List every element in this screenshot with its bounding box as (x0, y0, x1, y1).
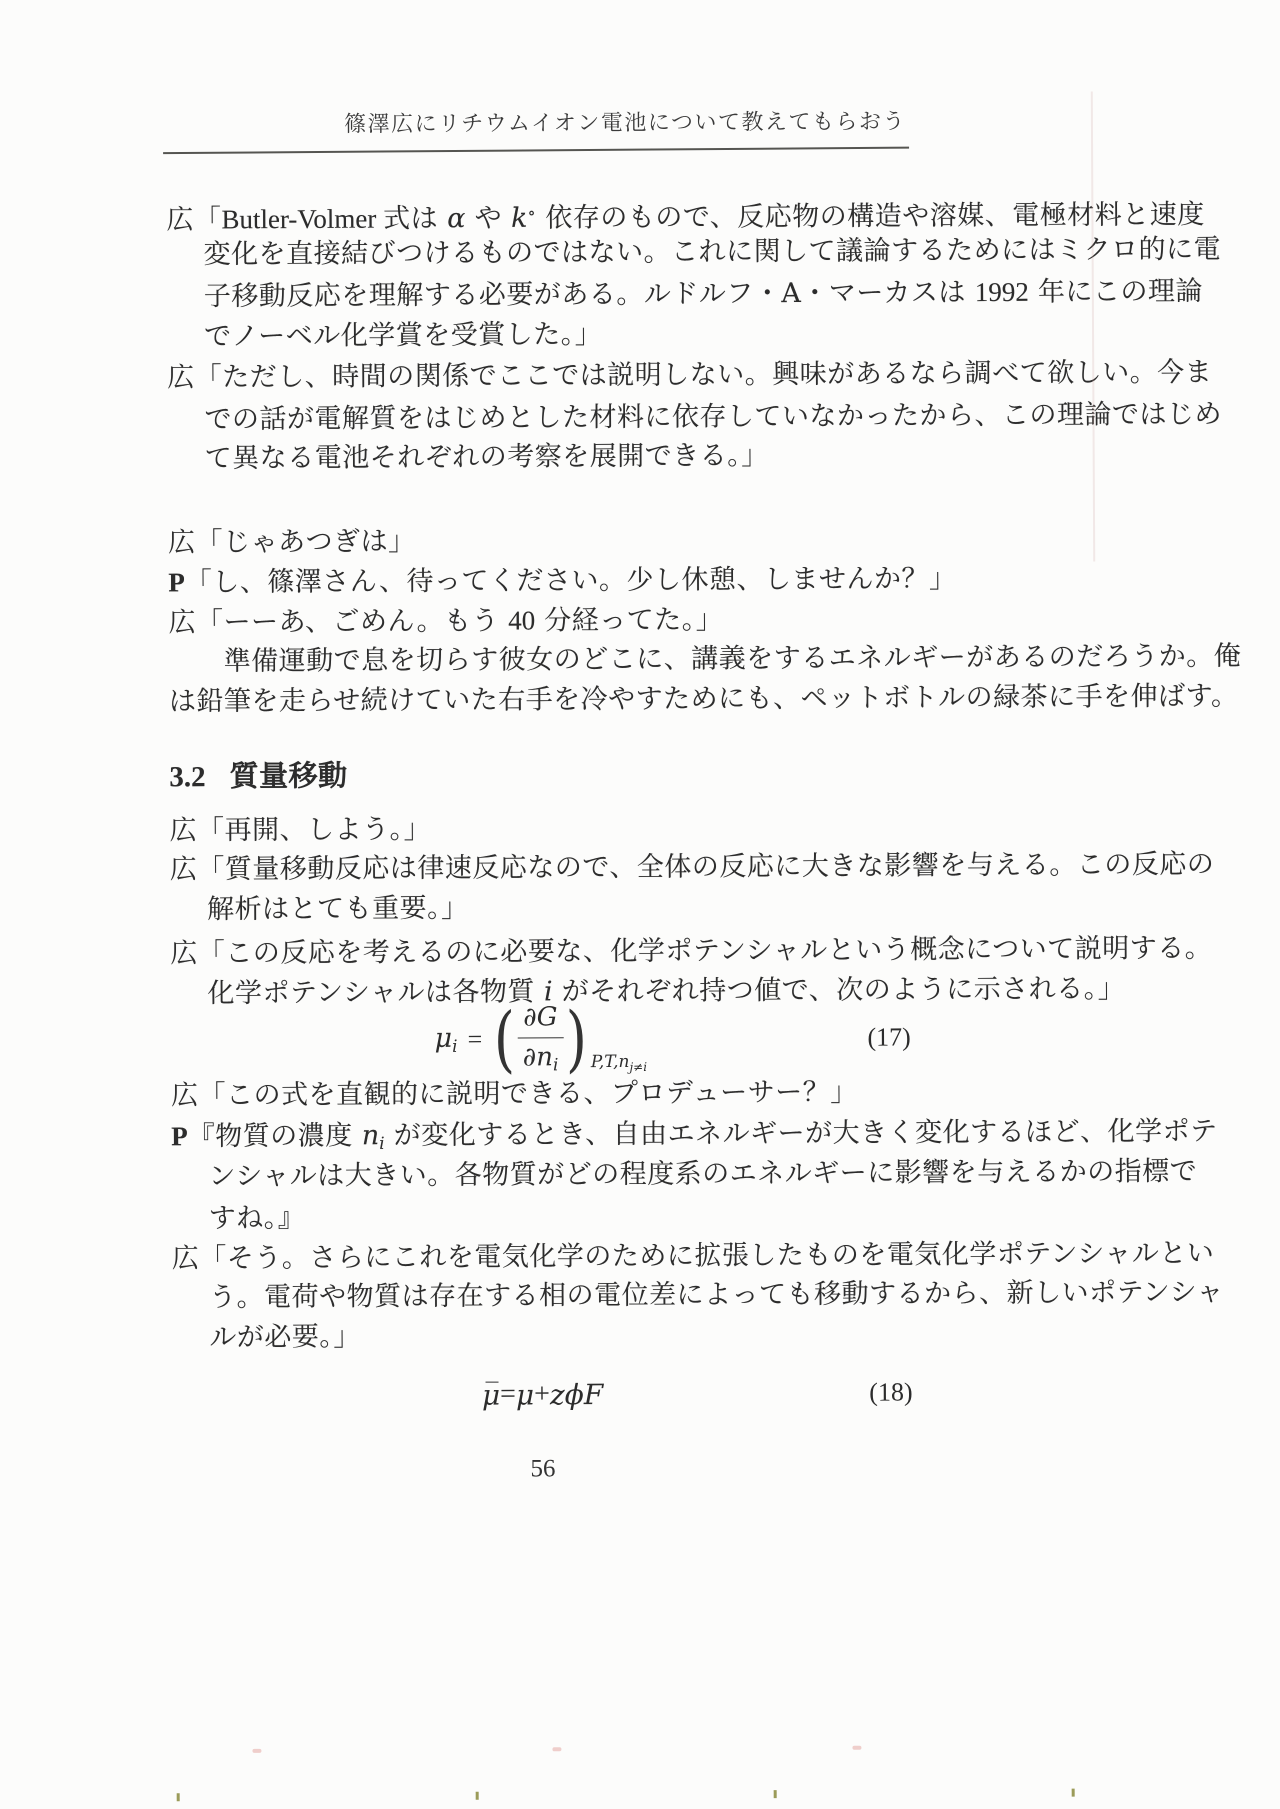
dialogue-line: 広「質量移動反応は律速反応なので、全体の反応に大きな影響を与える。この反応の (169, 848, 1215, 886)
fraction-denominator: ∂ni (518, 1038, 564, 1076)
header-rule (163, 147, 909, 154)
scan-artifact (774, 1790, 777, 1798)
scan-artifact (852, 1746, 861, 1750)
dialogue-line: P『物質の濃度 ni が変化するとき、自由エネルギーが大きく変化するほど、化学ポテ (171, 1115, 1218, 1153)
dialogue-line: う。電荷や物質は存在する相の電位差によっても移動するから、新しいポテンシャ (208, 1276, 1225, 1314)
narration-line: は鉛筆を走らせ続けていた右手を冷やすためにも、ペットボトルの緑茶に手を伸ばす。 (168, 680, 1239, 718)
section-heading: 3.2 質量移動 (169, 758, 348, 794)
dialogue-line: 広「じゃあつぎは」 (168, 526, 416, 559)
equals-sign: = (467, 1024, 483, 1054)
dialogue-line: て異なる電池それぞれの考察を展開できる。」 (204, 440, 769, 475)
equation-18-body: μ = μ + z ϕ F (481, 1377, 604, 1412)
fraction-numerator: ∂G (523, 1002, 558, 1033)
scan-artifact (177, 1793, 180, 1801)
dialogue-line: 広「Butler-Volmer 式は α や k∘ 依存のもので、反応物の構造や溶媒、電極材料と速度 (166, 199, 1205, 236)
dialogue-line: 広「ただし、時間の関係でここでは説明しない。興味があるなら調べて欲しい。今ま (167, 356, 1213, 394)
scan-artifact (476, 1792, 479, 1800)
constant-condition-subscript: $P,T,n_{j\ne i}$ (590, 1051, 648, 1074)
mu-i-term: μi (434, 1022, 458, 1057)
dialogue-line: 子移動反応を理解する必要がある。ルドルフ・A・マーカスは 1992 年にこの理論 (203, 275, 1204, 313)
equation-number-tag: (18) (869, 1377, 913, 1407)
scan-artifact-streak (1091, 91, 1095, 561)
page-number: 56 (530, 1455, 556, 1483)
dialogue-line: 解析はとても重要。」 (206, 892, 469, 926)
dialogue-line: ルが必要。」 (209, 1321, 361, 1354)
narration-line: 準備運動で息を切らす彼女のどこに、講義をするエネルギーがあるのだろうか。俺 (223, 640, 1242, 678)
equation-17 (170, 979, 911, 1099)
dialogue-line: でノーベル化学賞を受賞した。」 (203, 319, 603, 353)
scan-artifact (552, 1747, 561, 1751)
dialogue-line: 広「そう。さらにこれを電気化学のために拡張したものを電気化学ポテンシャルとい (171, 1237, 1215, 1275)
equation-number-tag: (17) (867, 1022, 911, 1052)
dialogue-line: 広「再開、しよう。」 (169, 813, 432, 847)
dialogue-line: での話が電解質をはじめとした材料に依存していなかったから、この理論ではじめ (204, 398, 1223, 436)
dialogue-line: P「し、篠澤さん、待ってください。少し休憩、しませんか？」 (168, 563, 957, 599)
dialogue-line: 広「この式を直観的に説明できる、プロデューサー？」 (170, 1076, 858, 1112)
equation-17-body (434, 981, 647, 1098)
dialogue-line: 広「この反応を考えるのに必要な、化学ポテンシャルという概念について説明する。 (170, 932, 1213, 970)
dialogue-line: 変化を直接結びつけるものではない。これに関して議論するためにはミクロ的に電 (203, 233, 1222, 271)
dialogue-line: ンシャルは大きい。各物質がどの程度系のエネルギーに影響を与えるかの指標で (208, 1155, 1198, 1193)
partial-derivative-fraction (517, 1003, 563, 1076)
running-header: 篠澤広にリチウムイオン電池について教えてもらおう (344, 109, 906, 138)
scan-artifact (1072, 1789, 1075, 1797)
dialogue-line: 化学ポテンシャルは各物質 i がそれぞれ持つ値で、次のように示される。」 (207, 973, 1126, 1010)
dialogue-line: 広「ーーあ、ごめん。もう 40 分経ってた。」 (168, 604, 724, 639)
scan-artifact (252, 1749, 261, 1753)
equation-18 (172, 1372, 912, 1416)
dialogue-line: すね。』 (208, 1202, 306, 1235)
